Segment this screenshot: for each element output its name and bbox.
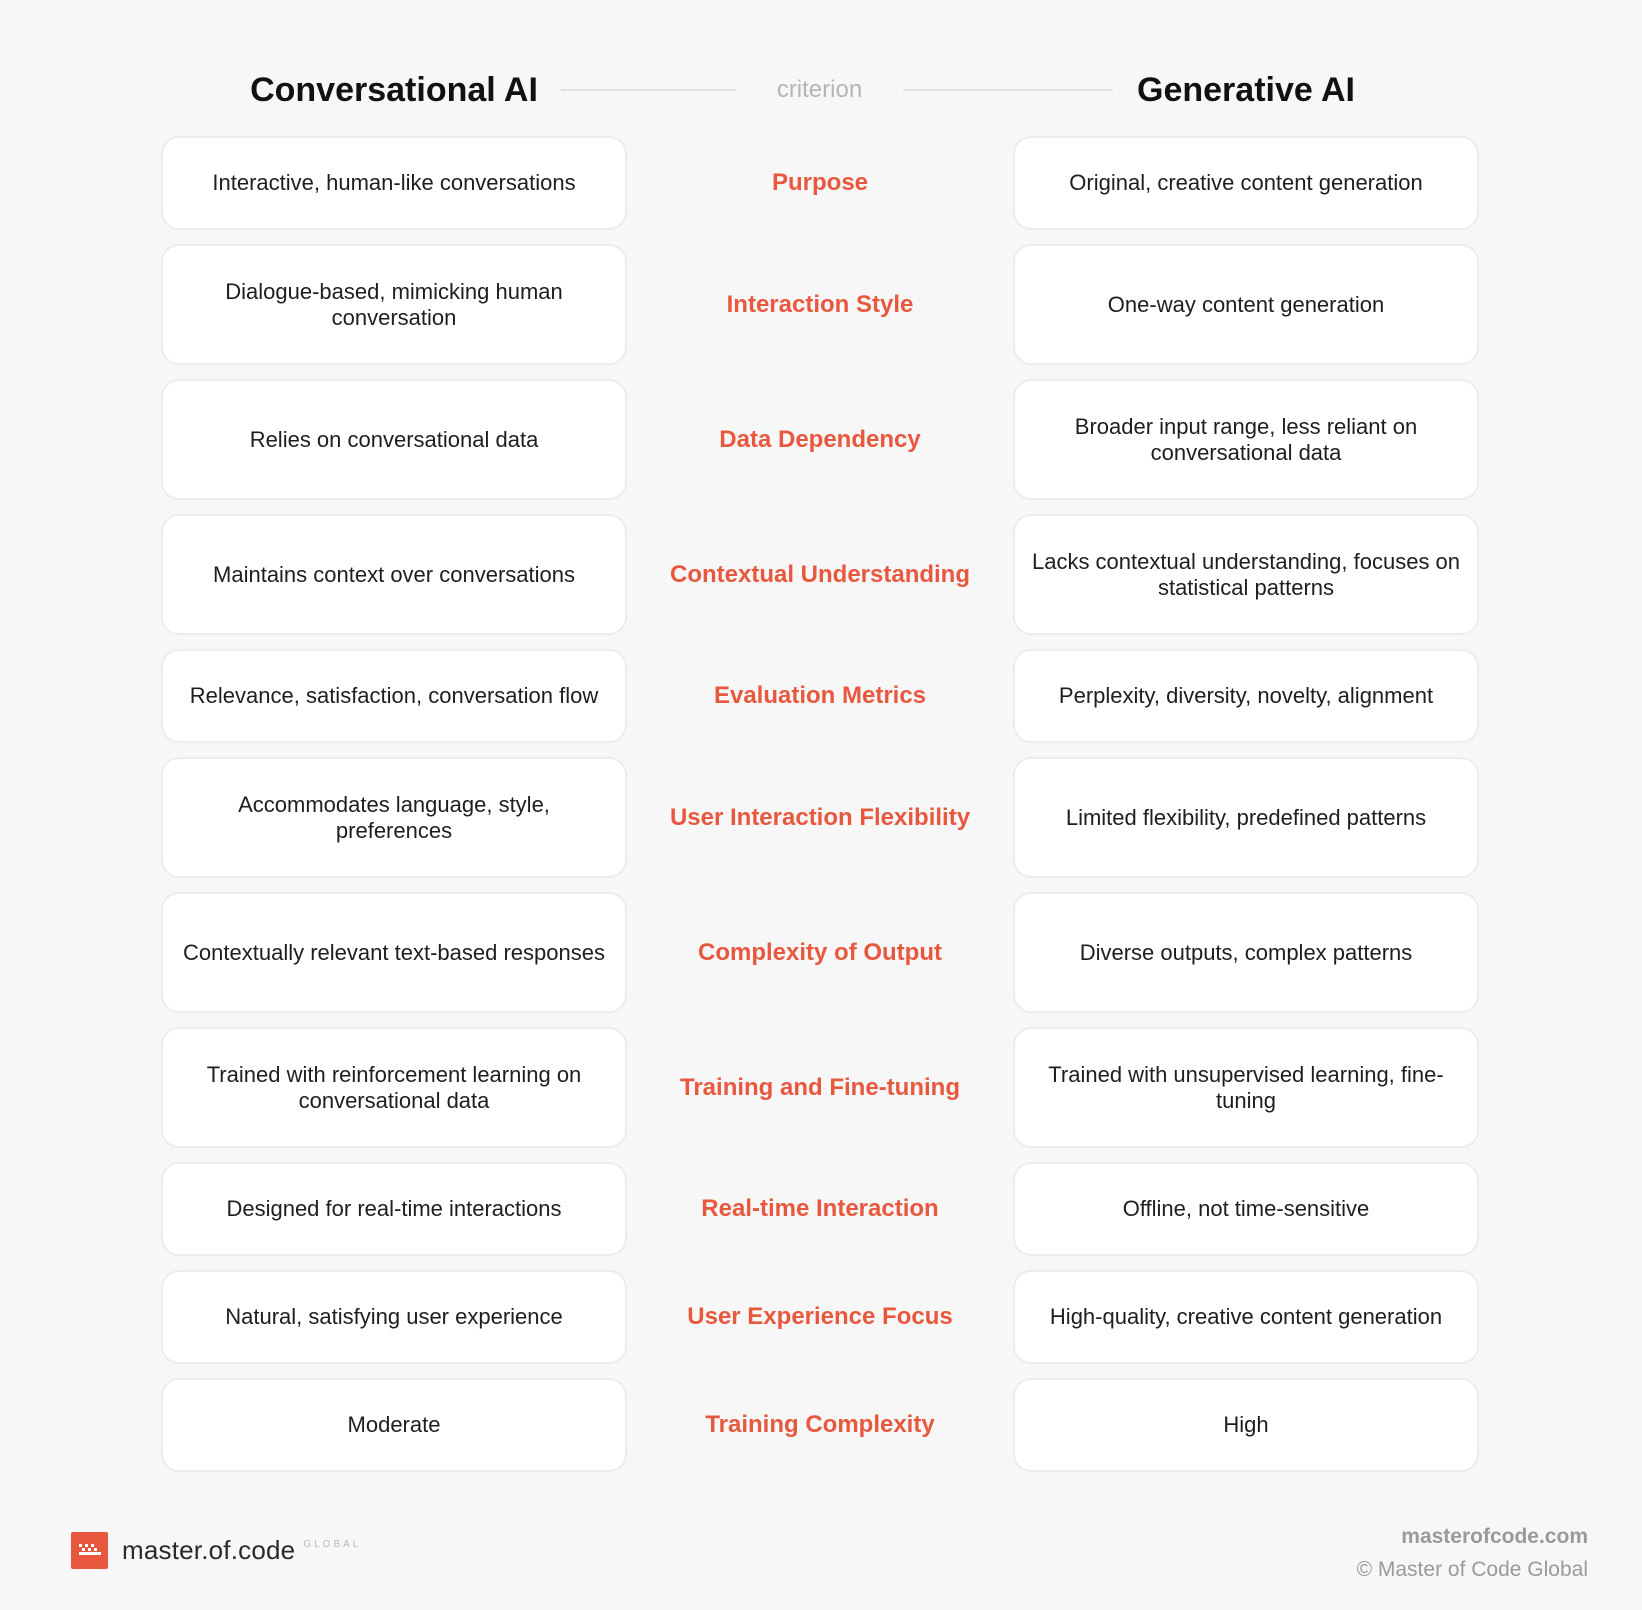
row-training-and-fine-tuning xyxy=(0,1027,1642,1148)
row-contextual-understanding xyxy=(0,514,1642,635)
generative-ai-cell: Lacks contextual understanding, focuses on statistical patterns xyxy=(1013,514,1479,635)
conversational-ai-cell: Relies on conversational data xyxy=(161,379,627,500)
row-purpose xyxy=(0,136,1642,230)
criterion-name: User Experience Focus xyxy=(687,1303,953,1330)
logo-suffix: GLOBAL xyxy=(303,1538,362,1550)
brand-logo xyxy=(71,1530,361,1570)
conversational-ai-cell: Trained with reinforcement learning on conversational data xyxy=(161,1027,627,1148)
footer-credits xyxy=(1357,1520,1588,1586)
generative-ai-cell: Original, creative content generation xyxy=(1013,136,1479,230)
conversational-ai-cell: Relevance, satisfaction, conversation flow xyxy=(161,649,627,743)
row-user-experience-focus xyxy=(0,1270,1642,1364)
generative-ai-cell: Broader input range, less reliant on conversational data xyxy=(1013,379,1479,500)
criterion-name: Data Dependency xyxy=(719,425,921,453)
criterion-name: Interaction Style xyxy=(726,290,914,318)
conversational-ai-cell: Contextually relevant text-based responses xyxy=(161,892,627,1013)
criterion-name: Purpose xyxy=(771,169,869,196)
conversational-ai-cell: Designed for real-time interactions xyxy=(161,1162,627,1256)
conversational-ai-cell: Moderate xyxy=(161,1378,627,1472)
conversational-ai-cell: Maintains context over conversations xyxy=(161,514,627,635)
conversational-ai-cell: Accommodates language, style, preferences xyxy=(161,757,627,878)
criterion-name: Complexity of Output xyxy=(698,938,942,966)
logo-wordmark: master.of.code xyxy=(122,1534,296,1565)
row-user-interaction-flexibility xyxy=(0,757,1642,878)
logo-mark-icon xyxy=(71,1532,108,1569)
generative-ai-cell: Perplexity, diversity, novelty, alignment xyxy=(1013,649,1479,743)
row-real-time-interaction xyxy=(0,1162,1642,1256)
row-training-complexity xyxy=(0,1378,1642,1472)
row-data-dependency xyxy=(0,379,1642,500)
conversational-ai-title: Conversational AI xyxy=(250,71,538,109)
generative-ai-cell: Limited flexibility, predefined patterns xyxy=(1013,757,1479,878)
criterion-name: Evaluation Metrics xyxy=(713,682,927,709)
footer-site-link[interactable]: masterofcode.com xyxy=(1401,1525,1588,1548)
criterion-name: User Interaction Flexibility xyxy=(669,803,971,831)
generative-ai-cell: Diverse outputs, complex patterns xyxy=(1013,892,1479,1013)
generative-ai-cell: One-way content generation xyxy=(1013,244,1479,365)
criterion-name: Training and Fine-tuning xyxy=(680,1073,960,1101)
criterion-name: Training Complexity xyxy=(705,1411,935,1438)
criterion-name: Real-time Interaction xyxy=(701,1195,939,1222)
header-divider-left xyxy=(561,89,736,91)
footer-copyright: © Master of Code Global xyxy=(1356,1558,1588,1581)
comparison-header xyxy=(0,60,1642,120)
criterion-name: Contextual Understanding xyxy=(669,560,970,588)
generative-ai-cell: Trained with unsupervised learning, fine-tuning xyxy=(1013,1027,1479,1148)
generative-ai-cell: High-quality, creative content generation xyxy=(1013,1270,1479,1364)
generative-ai-cell: Offline, not time-sensitive xyxy=(1013,1162,1479,1256)
row-complexity-of-output xyxy=(0,892,1642,1013)
row-interaction-style xyxy=(0,244,1642,365)
conversational-ai-cell: Dialogue-based, mimicking human conversation xyxy=(161,244,627,365)
generative-ai-title: Generative AI xyxy=(1137,71,1355,109)
conversational-ai-cell: Natural, satisfying user experience xyxy=(161,1270,627,1364)
generative-ai-cell: High xyxy=(1013,1378,1479,1472)
row-evaluation-metrics xyxy=(0,649,1642,743)
logo-pixel-icon xyxy=(77,1542,103,1558)
conversational-ai-cell: Interactive, human-like conversations xyxy=(161,136,627,230)
criterion-label: criterion xyxy=(776,76,863,103)
